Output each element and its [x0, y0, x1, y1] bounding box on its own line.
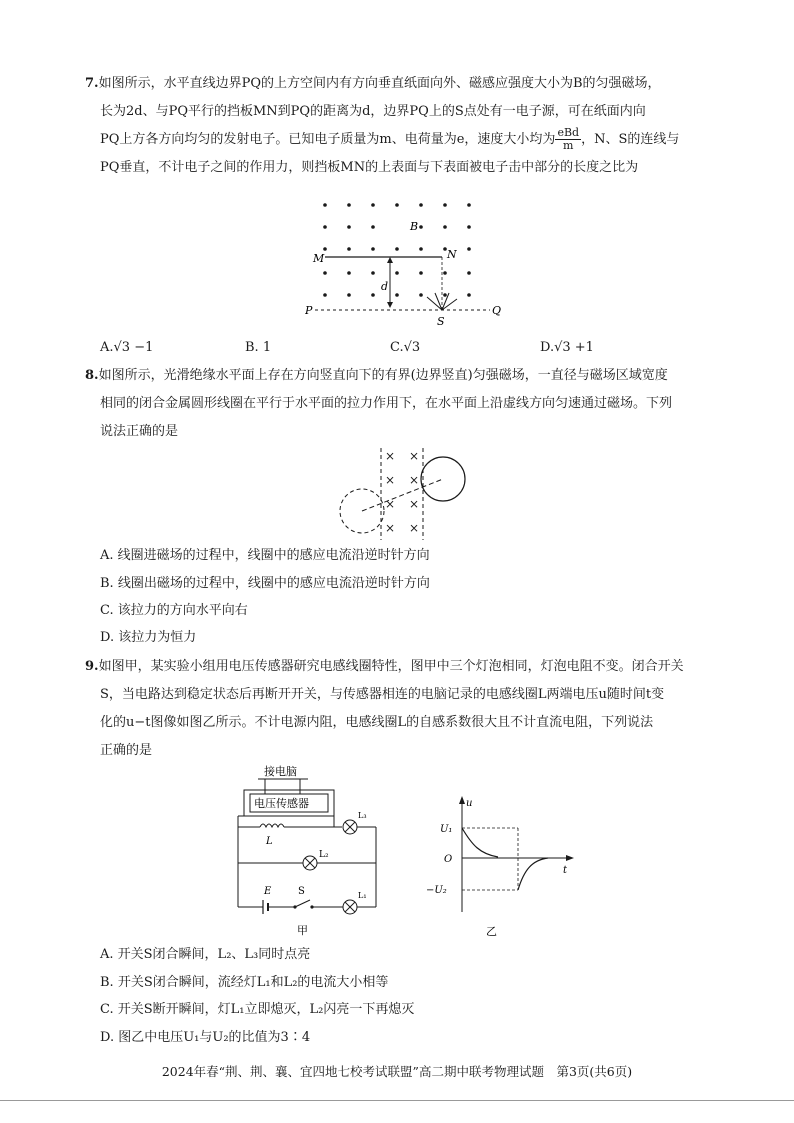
charging-curve	[462, 828, 498, 857]
field-dot	[347, 225, 351, 229]
field-dot	[371, 225, 375, 229]
t-axis-arrow-icon	[566, 855, 574, 861]
label-q: Q	[492, 304, 502, 317]
label-u: u	[466, 798, 473, 809]
q9-circuit-figure	[230, 762, 390, 937]
field-dot	[419, 247, 423, 251]
q8-option-c[interactable]: C. 该拉力的方向水平向右	[100, 603, 248, 618]
label-u1: U₁	[440, 824, 453, 835]
field-dot	[467, 247, 471, 251]
field-dot	[467, 203, 471, 207]
label-u2: −U₂	[426, 885, 447, 896]
q9-option-b[interactable]: B. 开关S闭合瞬间，流经灯L₁和L₂的电流大小相等	[100, 975, 389, 990]
field-dot	[323, 225, 327, 229]
field-dot	[443, 293, 447, 297]
label-l2: L₂	[319, 850, 329, 860]
label-l3: L₃	[358, 811, 367, 820]
q8-figure	[335, 448, 475, 543]
page-footer: 2024年春“荆、荆、襄、宜四地七校考试联盟”高二期中联考物理试题 第3页(共6页)	[161, 1064, 633, 1079]
label-t: t	[563, 865, 568, 876]
label-s: S	[437, 315, 445, 328]
field-dot	[443, 203, 447, 207]
field-dot	[371, 293, 375, 297]
q7-option-b[interactable]: B. 1	[245, 340, 272, 355]
q7-line4: PQ垂直，不计电子之间的作用力，则挡板MN的上表面与下表面被电子击中部分的长度之比为	[100, 160, 639, 175]
field-cross: ×	[385, 473, 396, 487]
field-cross: ×	[385, 521, 396, 535]
field-dot	[371, 203, 375, 207]
field-dot	[467, 271, 471, 275]
field-dot	[395, 203, 399, 207]
label-b: B	[410, 220, 419, 233]
field-dot	[371, 247, 375, 251]
label-inductor: L	[266, 836, 273, 847]
q8-option-a[interactable]: A. 线圈进磁场的过程中，线圈中的感应电流沿逆时针方向	[100, 548, 430, 563]
q8-option-d[interactable]: D. 该拉力为恒力	[100, 630, 197, 645]
field-cross: ×	[409, 473, 420, 487]
field-dot	[395, 271, 399, 275]
q7-line2: 长为2d、与PQ平行的挡板MN到PQ的距离为d，边界PQ上的S点处有一电子源，可在纸面内向	[100, 104, 646, 119]
velocity-fraction: $\frac{\text{eBd}}{m}$	[557, 126, 580, 152]
q9-option-a[interactable]: A. 开关S闭合瞬间，L₂、L₃同时点亮	[100, 947, 311, 962]
q7-line3: PQ上方各方向均匀的发射电子。已知电子质量为m、电荷量为e，速度大小均为 $\frac{\text{eBd}}{m}$ ，N、S的连线与	[100, 126, 680, 152]
field-dot	[419, 293, 423, 297]
field-dot	[323, 247, 327, 251]
label-emf: E	[264, 886, 272, 897]
label-d: d	[381, 280, 389, 293]
field-dot	[443, 271, 447, 275]
label-l1: L₁	[358, 891, 367, 900]
caption-jia: 甲	[297, 924, 308, 937]
q7-figure	[305, 195, 510, 330]
label-sensor: 电压传感器	[254, 797, 309, 810]
field-dot	[347, 203, 351, 207]
question-9	[85, 653, 725, 765]
field-cross: ×	[385, 449, 396, 463]
q9-line1: 9.如图甲，某实验小组用电压传感器研究电感线圈特性，图甲中三个灯泡相同，灯泡电阻不变。闭合开关	[85, 659, 684, 674]
arrow-up-icon	[387, 257, 393, 263]
field-dot	[323, 203, 327, 207]
q9-ut-graph	[420, 790, 580, 940]
field-dot	[371, 271, 375, 275]
field-dot	[395, 247, 399, 251]
q7-option-d[interactable]: D.√3 +1	[540, 340, 594, 355]
bottom-rule	[0, 1100, 794, 1101]
label-switch: S	[298, 886, 305, 897]
field-dot	[347, 247, 351, 251]
magnetic-field-crosses	[385, 449, 419, 535]
q9-line3: 化的u−t图像如图乙所示。不计电源内阻，电感线圈L的自感系数很大且不计直流电阻，下列说法	[100, 715, 654, 730]
label-computer: 接电脑	[264, 765, 297, 778]
caption-yi: 乙	[486, 925, 497, 938]
question-7	[85, 70, 725, 182]
field-dot	[347, 271, 351, 275]
field-dot	[467, 225, 471, 229]
inductor-coil	[260, 824, 284, 827]
field-dot	[323, 293, 327, 297]
arrow-down-icon	[387, 302, 393, 308]
q7-option-a[interactable]: A.√3 −1	[100, 340, 154, 355]
field-dot	[443, 225, 447, 229]
label-m: M	[313, 252, 325, 265]
q9-line2: S，当电路达到稳定状态后再断开开关，与传感器相连的电脑记录的电感线圈L两端电压u随时间t变	[100, 687, 665, 702]
q8-line3: 说法正确的是	[100, 424, 179, 439]
field-cross: ×	[409, 449, 420, 463]
field-cross: ×	[409, 497, 420, 511]
q7-option-c[interactable]: C.√3	[390, 340, 421, 355]
label-p: P	[305, 304, 313, 317]
field-dot	[323, 271, 327, 275]
field-dot	[395, 293, 399, 297]
field-dot	[347, 293, 351, 297]
q8-line2: 相同的闭合金属圆形线圈在平行于水平面的拉力作用下，在水平面上沿虚线方向匀速通过磁场。下列	[100, 396, 673, 411]
field-cross: ×	[409, 521, 420, 535]
u-axis-arrow-icon	[459, 796, 465, 804]
switch-s	[295, 900, 310, 907]
q8-line1: 8.如图所示，光滑绝缘水平面上存在方向竖直向下的有界(边界竖直)匀强磁场，一直径与磁场区域宽度	[85, 368, 668, 383]
field-dot	[467, 293, 471, 297]
q7-line1: 7.如图所示，水平直线边界PQ的上方空间内有方向垂直纸面向外、磁感应强度大小为B的匀强磁场，	[85, 76, 661, 91]
motion-path	[362, 479, 443, 511]
field-dot	[419, 225, 423, 229]
field-cross: ×	[385, 497, 396, 511]
q9-line4: 正确的是	[100, 743, 153, 758]
question-8	[85, 362, 725, 446]
label-origin: O	[444, 854, 453, 865]
q9-option-c[interactable]: C. 开关S断开瞬间，灯L₁立即熄灭，L₂闪亮一下再熄灭	[100, 1002, 415, 1017]
field-dot	[419, 271, 423, 275]
label-n: N	[447, 248, 457, 261]
discharge-curve	[518, 858, 548, 890]
field-dot	[419, 203, 423, 207]
q8-option-b[interactable]: B. 线圈出磁场的过程中，线圈中的感应电流沿逆时针方向	[100, 576, 430, 591]
q9-option-d[interactable]: D. 图乙中电压U₁与U₂的比值为3∶4	[100, 1030, 311, 1045]
